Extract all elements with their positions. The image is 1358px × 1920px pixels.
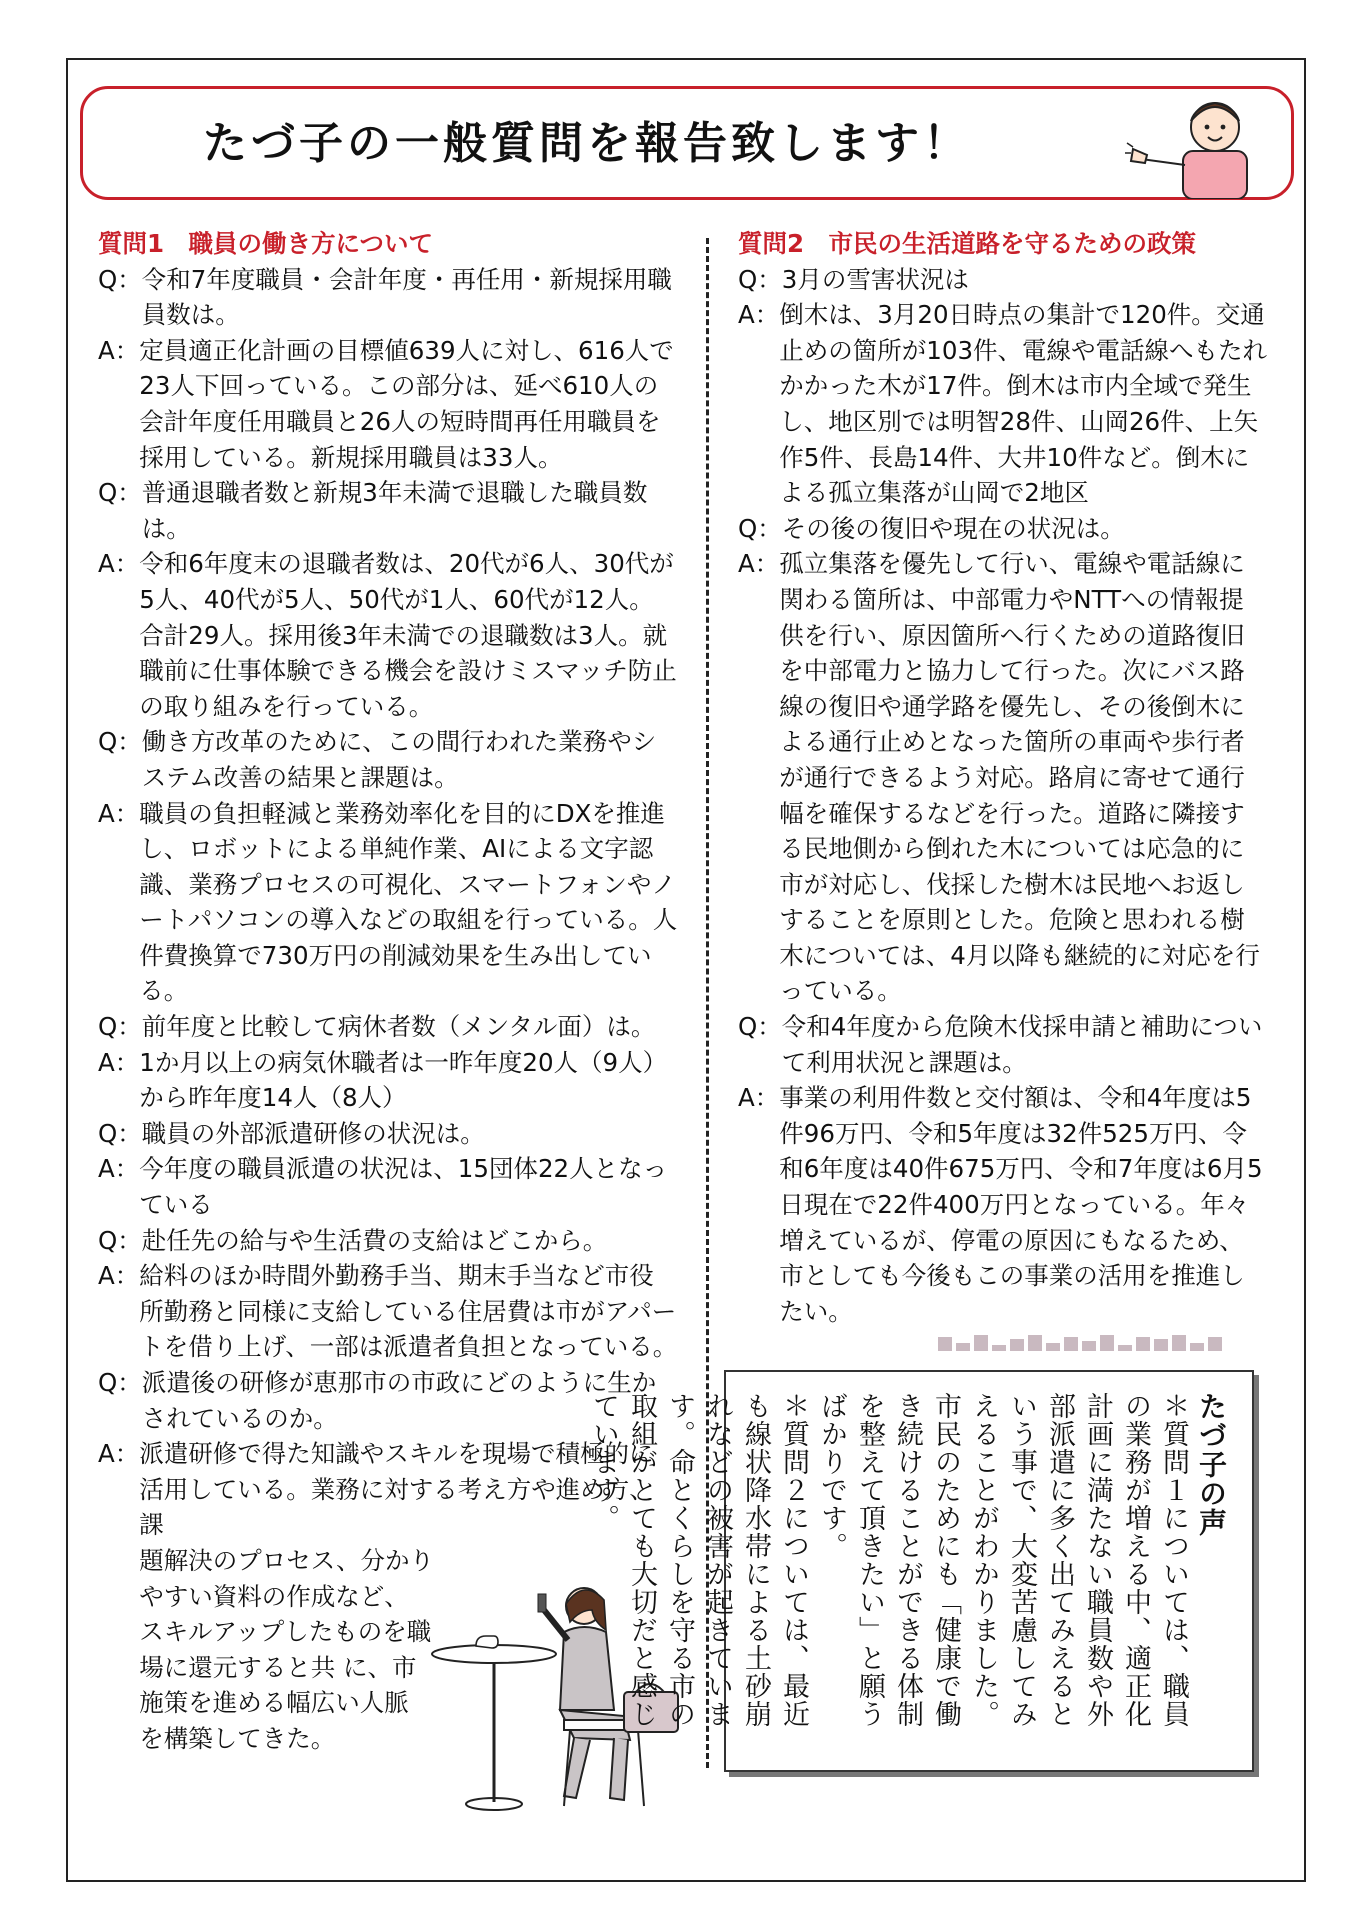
qa-marker: A： xyxy=(738,1083,780,1113)
deco-bar xyxy=(974,1335,988,1351)
text-line: 場に還元すると共 に、市 xyxy=(139,1652,417,1682)
qa-text: 職員の外部派遣研修の状況は。 xyxy=(141,1118,485,1148)
text-line: を構築してきた。 xyxy=(139,1723,336,1753)
qa-marker: A： xyxy=(98,549,140,579)
qa-marker: A： xyxy=(98,1047,140,1077)
qa-entry xyxy=(98,546,678,724)
deco-bar xyxy=(992,1345,1006,1351)
deco-bar xyxy=(1172,1335,1186,1351)
deco-bar xyxy=(956,1343,970,1351)
qa-text: 今年度の職員派遣の状況は、15団体22人となっている xyxy=(139,1154,668,1220)
qa-marker: Q： xyxy=(98,1118,142,1148)
qa-text: 令和4年度から危険木伐採申請と補助について利用状況と課題は。 xyxy=(781,1012,1263,1077)
qa-text: 1か月以上の病気休職者は一昨年度20人（9人）から昨年度14人（8人） xyxy=(139,1047,668,1113)
qa-text: 給料のほか時間外勤務手当、期末手当など市役所勤務と同様に支給している住居費は市がアパートを借り上げ、一部は派遣者負担となっている。 xyxy=(139,1261,678,1362)
deco-bar xyxy=(1190,1343,1204,1351)
qa-marker: A： xyxy=(98,335,140,365)
tazuko-voice-box xyxy=(588,1370,1254,1772)
qa-entry xyxy=(738,297,1268,511)
qa-text: 派遣後の研修が恵那市の市政にどのように生かされているのか。 xyxy=(141,1368,657,1433)
qa-text: 孤立集落を優先して行い、電線や電話線に関わる箇所は、中部電力やNTTへの情報提供を行い、原因箇所へ行くための道路復旧を中部電力と協力して行った。次にバス路線の復旧や通学路を優先し、その後倒木による通行止めとなった箇所の車両や歩行者が通行できるよう対応。路肩に寄せて通行幅を確保するなどを行った。道路に隣接する民地側から倒れた木については応急的に市が対応し、伐採した樹木は民地へお返しすることを原則とした。危険と思われる樹木については、4月以降も継続的に対応を行っている。 xyxy=(779,549,1260,1006)
qa-entry xyxy=(98,1258,678,1365)
qa-marker: Q： xyxy=(738,513,782,543)
text-line: 施策を進める幅広い人脈 xyxy=(139,1688,409,1718)
text-line: 題解決のプロセス、分かり xyxy=(139,1545,434,1575)
text-line: やすい資料の作成など、 xyxy=(139,1581,409,1611)
question-2-column xyxy=(738,226,1268,1351)
title-banner xyxy=(80,86,1294,200)
tazuko-voice-text xyxy=(584,1392,1230,1752)
deco-bar xyxy=(1064,1337,1078,1351)
qa-entry xyxy=(98,333,678,475)
deco-bar xyxy=(1028,1335,1042,1351)
qa-entry xyxy=(738,1009,1268,1080)
page-title: たづ子の一般質問を報告致します！ xyxy=(203,118,971,169)
qa-marker: Q： xyxy=(98,1012,142,1042)
qa-marker: A： xyxy=(98,1154,140,1184)
text-line: 派遣研修で得た知識やスキルを現場で積極的に xyxy=(139,1439,654,1469)
qa-text: 3月の雪害状況は xyxy=(781,264,969,294)
qa-marker: A： xyxy=(98,1439,140,1469)
qa-entry xyxy=(98,1009,678,1045)
qa-text: 普通退職者数と新規3年未満で退職した職員数は。 xyxy=(141,478,648,543)
qa-entry xyxy=(98,796,678,1010)
qa-entry xyxy=(98,1045,678,1116)
qa-entry xyxy=(98,475,678,546)
qa-marker: Q： xyxy=(98,478,142,508)
question-2-heading: 質問2 市民の生活道路を守るための政策 xyxy=(738,229,1197,258)
deco-bar xyxy=(1208,1337,1222,1351)
deco-bar xyxy=(1100,1335,1114,1351)
qa-marker: Q： xyxy=(98,727,142,757)
question-2-entries xyxy=(738,262,1268,1330)
qa-text: 定員適正化計画の目標値639人に対し、616人で23人下回っている。この部分は、延べ610人の会計年度任用職員と26人の短時間再任用職員を採用している。新規採用職員は33人。 xyxy=(139,335,674,472)
voice-paragraph-2: ＊質問２については、最近も線状降水帯による土砂崩れなどの被害が起きています。命とくらしを守る市の取組がとても大切だと感じています。 xyxy=(588,1392,809,1728)
qa-entry xyxy=(98,262,678,333)
tazuko-voice-title: たづ子の声 xyxy=(1195,1392,1228,1537)
qa-text: その後の復旧や現在の状況は。 xyxy=(781,513,1125,543)
question-1-entries xyxy=(98,262,678,1437)
deco-bar xyxy=(938,1337,952,1351)
qa-marker: Q： xyxy=(738,264,782,294)
qa-marker: Q： xyxy=(98,1368,142,1397)
qa-entry xyxy=(98,1223,678,1259)
decorative-bar-pattern xyxy=(938,1333,1268,1351)
qa-entry xyxy=(738,262,1268,298)
qa-entry xyxy=(98,1116,678,1152)
qa-marker: Q： xyxy=(738,1012,782,1042)
qa-text: 令和7年度職員・会計年度・再任用・新規採用職員数は。 xyxy=(141,264,672,330)
qa-text: 令和6年度末の退職者数は、20代が6人、30代が5人、40代が5人、50代が1人、60代が12人。合計29人。採用後3年未満での退職数は3人。就職前に仕事体験できる機会を設けミスマッチ防止の取り組みを行っている。 xyxy=(139,549,677,721)
qa-marker: A： xyxy=(98,798,140,828)
qa-text: 倒木は、3月20日時点の集計で120件。交通止めの箇所が103件、電線や電話線へもたれかかった木が17件。倒木は市内全域で発生し、地区別では明智28件、山岡26件、上矢作5件、長島14件、大井10件など。倒木による孤立集落が山岡で2地区 xyxy=(779,300,1268,508)
qa-marker: A： xyxy=(98,1261,140,1291)
qa-marker: A： xyxy=(738,300,780,330)
mascot-illustration xyxy=(1123,89,1273,199)
qa-entry xyxy=(98,724,678,795)
qa-text: 赴任先の給与や生活費の支給はどこから。 xyxy=(141,1225,608,1255)
deco-bar xyxy=(1082,1341,1096,1351)
deco-bar xyxy=(1010,1339,1024,1351)
qa-entry xyxy=(738,546,1268,1009)
voice-paragraph-1: ＊質問１については、職員の業務が増える中、適正化計画に満たない職員数や外部派遣に多く出てみえるという事で、大変苦慮してみえることがわかりました。市民のためにも「健康で働き続けることができる体制を整えて頂きたい」と願うばかりです。 xyxy=(816,1392,1189,1728)
deco-bar xyxy=(1136,1337,1150,1351)
qa-entry xyxy=(98,1151,678,1222)
deco-bar xyxy=(1154,1339,1168,1351)
qa-marker: Q： xyxy=(98,1225,142,1255)
qa-text: 職員の負担軽減と業務効率化を目的にDXを推進し、ロボットによる単純作業、AIによる文字認識、業務プロセスの可視化、スマートフォンやノートパソコンの導入などの取組を行っている。人件費換算で730万円の削減効果を生み出している。 xyxy=(139,798,678,1006)
qa-marker: A： xyxy=(738,549,780,579)
qa-text: 前年度と比較して病休者数（メンタル面）は。 xyxy=(141,1012,656,1042)
text-line: スキルアップしたものを職 xyxy=(139,1617,432,1647)
qa-marker: Q： xyxy=(98,264,142,294)
text-line: 活用している。業務に対する考え方や進め方、課 xyxy=(139,1474,654,1540)
qa-entry xyxy=(738,1080,1268,1329)
deco-bar xyxy=(1118,1345,1132,1351)
question-1-heading: 質問1 職員の働き方について xyxy=(98,229,434,258)
deco-bar xyxy=(1046,1343,1060,1351)
qa-entry xyxy=(738,511,1268,547)
qa-text: 事業の利用件数と交付額は、令和4年度は5件96万円、令和5年度は32件525万円、令和6年度は40件675万円、令和7年度は6月5日現在で22件400万円となっている。年々増えているが、停電の原因にもなるため、市としても今後もこの事業の活用を推進したい。 xyxy=(779,1083,1263,1326)
qa-text: 働き方改革のために、この間行われた業務やシステム改善の結果と課題は。 xyxy=(141,727,657,792)
